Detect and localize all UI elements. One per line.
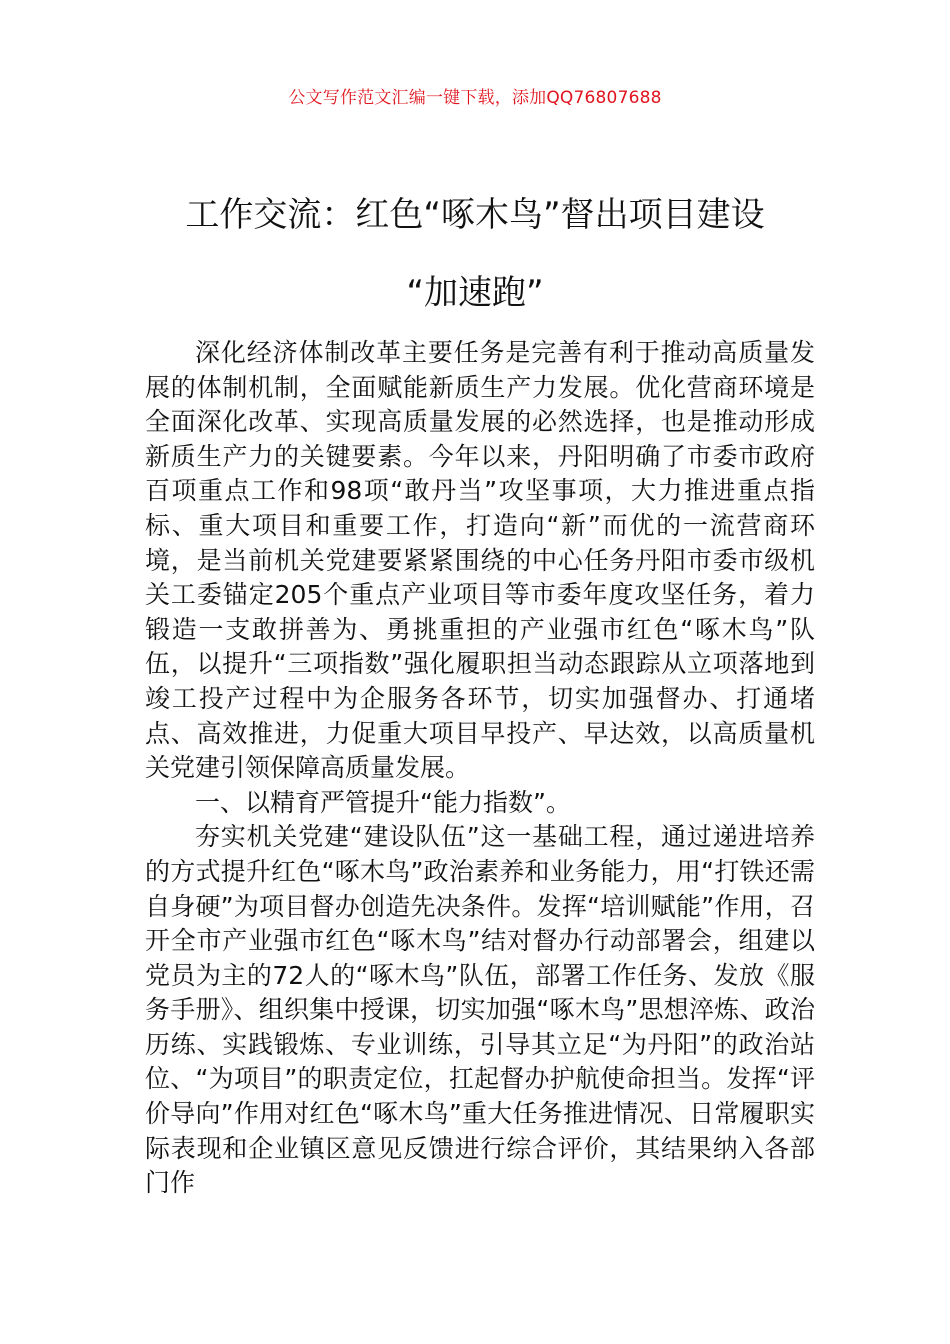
header-download-note: 公文写作范文汇编一键下载，添加QQ76807688	[288, 88, 662, 108]
paragraph-intro: 深化经济体制改革主要任务是完善有利于推动高质量发展的体制机制，全面赋能新质生产力发展。优化营商环境是全面深化改革、实现高质量发展的必然选择，也是推动形成新质生产力的关键要素。今年以来，丹阳明确了市委市政府百项重点工作和98项“敢丹当”攻坚事项，大力推进重点指标、重大项目和重要工作，打造向“新”而优的一流营商环境，是当前机关党建要紧紧围绕的中心任务丹阳市委市级机关工委锚定205个重点产业项目等市委年度攻坚任务，着力锻造一支敢拼善为、勇挑重担的产业强市红色“啄木鸟”队伍，以提升“三项指数”强化履职担当动态跟踪从立项落地到竣工投产过程中为企服务各环节，切实加强督办、打通堵点、高效推进，力促重大项目早投产、早达效，以高质量机关党建引领保障高质量发展。	[145, 338, 815, 783]
title-line-1: 工作交流：红色“啄木鸟”督出项目建设	[185, 195, 765, 235]
section-heading-1: 一、以精育严管提升“能力指数”。	[195, 787, 571, 817]
paragraph-section-1: 夯实机关党建“建设队伍”这一基础工程，通过递进培养的方式提升红色“啄木鸟”政治素养和业务能力，用“打铁还需自身硬”为项目督办创造先决条件。发挥“培训赋能”作用，召开全市产业强市红色“啄木鸟”结对督办行动部署会，组建以党员为主的72人的“啄木鸟”队伍，部署工作任务、发放《服务手册》、组织集中授课，切实加强“啄木鸟”思想淬炼、政治历练、实践锻炼、专业训练，引导其立足“为丹阳”的政治站位、“为项目”的职责定位，扛起督办护航使命担当。发挥“评价导向”作用对红色“啄木鸟”重大任务推进情况、日常履职实际表现和企业镇区意见反馈进行综合评价，其结果纳入各部门作	[145, 822, 815, 1198]
document-body	[145, 336, 815, 1201]
document-title	[120, 176, 830, 332]
title-line-2: “加速跑”	[406, 273, 544, 313]
